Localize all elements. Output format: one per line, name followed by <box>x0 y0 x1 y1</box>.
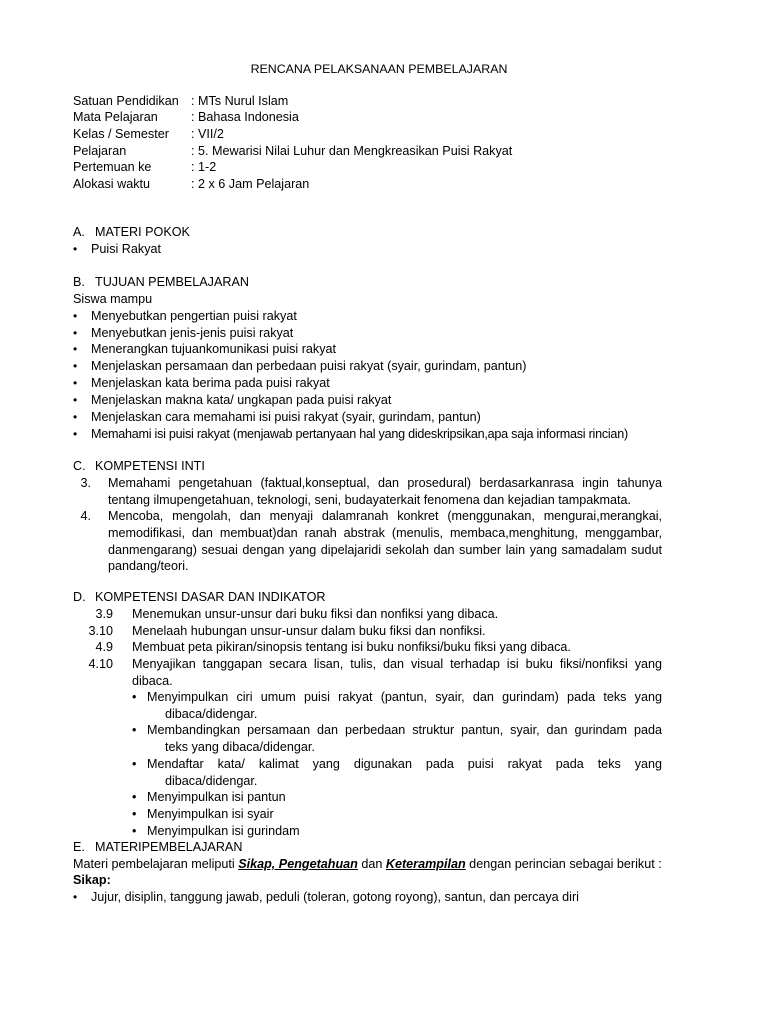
identity-value: : 1-2 <box>191 160 217 174</box>
section-letter: B. <box>73 275 85 289</box>
section-b-heading <box>73 274 249 291</box>
indicator-text-cont: teks yang dibaca/didengar. <box>165 739 315 754</box>
section-intro: Siswa mampu <box>73 292 153 306</box>
item-number: 4.10 <box>88 657 113 671</box>
page-title: RENCANA PELAKSANAAN PEMBELAJARAN <box>250 62 508 76</box>
item-number: 3. <box>80 476 91 490</box>
identity-label: Pertemuan ke <box>73 160 152 174</box>
identity-label: Mata Pelajaran <box>73 110 158 124</box>
bullet-icon: • <box>132 824 137 838</box>
subheading: Sikap: <box>73 873 111 887</box>
bullet-icon: • <box>73 309 78 323</box>
bullet-icon: • <box>73 376 78 390</box>
list-item-text: Jujur, disiplin, tanggung jawab, peduli (toleran, gotong royong), santun, dan percaya diri <box>91 890 579 904</box>
identity-label: Pelajaran <box>73 144 127 158</box>
item-text: Menelaah hubungan unsur-unsur dalam buku fiksi dan nonfiksi. <box>132 624 486 638</box>
section-d-heading <box>73 589 325 606</box>
section-letter: D. <box>73 590 86 604</box>
section-a-heading <box>73 224 190 241</box>
bullet-icon: • <box>132 723 137 737</box>
intro-emphasis: Sikap, Pengetahuan <box>238 857 358 871</box>
item-number: 3.10 <box>88 624 113 638</box>
intro-text: dan <box>357 857 386 871</box>
bullet-icon: • <box>132 790 137 804</box>
section-heading: KOMPETENSI INTI <box>95 459 205 473</box>
indicator-text-cont: dibaca/didengar. <box>165 706 258 721</box>
indicator-text: Membandingkan persamaan dan perbedaan struktur pantun, syair, dan gurindam pada <box>147 723 662 737</box>
item-text: Menyajikan tanggapan secara lisan, tulis, dan visual terhadap isi buku fiksi/nonfiksi yang dibaca. <box>132 657 662 688</box>
bullet-icon: • <box>132 807 137 821</box>
identity-value: : Bahasa Indonesia <box>191 110 299 124</box>
item-text: Memahami pengetahuan (faktual,konseptual, dan prosedural) berdasarkanrasa ingin tahunya tentang ilmupengetahuan, teknologi, seni, budayaterkait fenomena dan kejadian tampakmata. <box>108 476 662 507</box>
item-number: 4.9 <box>95 640 113 654</box>
identity-value: : 5. Mewarisi Nilai Luhur dan Mengkreasikan Puisi Rakyat <box>191 144 513 158</box>
bullet-icon: • <box>132 757 137 771</box>
list-item-text: Menjelaskan cara memahami isi puisi rakyat (syair, gurindam, pantun) <box>91 410 481 424</box>
item-number: 4. <box>80 509 91 523</box>
intro-text: dengan perincian sebagai berikut : <box>465 857 662 871</box>
item-number: 3.9 <box>95 607 113 621</box>
list-item-text: Menjelaskan makna kata/ ungkapan pada puisi rakyat <box>91 393 392 407</box>
section-letter: A. <box>73 225 85 239</box>
bullet-icon: • <box>73 890 78 904</box>
bullet-icon: • <box>73 326 78 340</box>
list-item-text: Puisi Rakyat <box>91 242 161 256</box>
section-e-heading <box>73 839 242 856</box>
section-heading: MATERI POKOK <box>95 225 190 239</box>
section-c-heading <box>73 458 205 475</box>
indicator-text: Menyimpulkan isi syair <box>147 807 274 821</box>
indicator-text: Menyimpulkan isi gurindam <box>147 824 300 838</box>
bullet-icon: • <box>73 242 78 256</box>
section-heading: KOMPETENSI DASAR DAN INDIKATOR <box>95 590 326 604</box>
intro-text: Materi pembelajaran meliputi <box>73 857 239 871</box>
identity-label: Kelas / Semester <box>73 127 169 141</box>
section-letter: C. <box>73 459 86 473</box>
section-letter: E. <box>73 840 85 854</box>
indicator-text: Menyimpulkan ciri umum puisi rakyat (pantun, syair, dan gurindam) pada teks yang <box>147 690 662 704</box>
identity-value: : 2 x 6 Jam Pelajaran <box>191 177 310 191</box>
identity-label: Alokasi waktu <box>73 177 150 191</box>
identity-label: Satuan Pendidikan <box>73 94 179 108</box>
item-text: Mencoba, mengolah, dan menyaji dalamranah konkret (menggunakan, mengurai,merangkai, memodifikasi, dan membuat)dan ranah abstrak (menulis, membaca,menghitung, menggambar, danmengarang) sesuai dengan yang dipelajaridi sekolah dan sumber lain yang samadalam sudut pandang/teori. <box>108 509 662 574</box>
bullet-icon: • <box>73 342 78 356</box>
section-heading: TUJUAN PEMBELAJARAN <box>95 275 249 289</box>
section-intro <box>73 856 662 873</box>
identity-value: : MTs Nurul Islam <box>191 94 289 108</box>
list-item-text: Menjelaskan kata berima pada puisi rakyat <box>91 376 330 390</box>
bullet-icon: • <box>73 410 78 424</box>
list-item-text: Memahami isi puisi rakyat (menjawab pertanyaan hal yang dideskripsikan,apa saja informasi rincian) <box>91 427 628 441</box>
indicator-text: Mendaftar kata/ kalimat yang digunakan pada puisi rakyat pada teks yang <box>147 757 662 771</box>
list-item-text: Menyebutkan jenis-jenis puisi rakyat <box>91 326 294 340</box>
identity-value: : VII/2 <box>191 127 224 141</box>
list-item-text: Menjelaskan persamaan dan perbedaan puisi rakyat (syair, gurindam, pantun) <box>91 359 527 373</box>
bullet-icon: • <box>132 690 137 704</box>
item-text: Membuat peta pikiran/sinopsis tentang isi buku nonfiksi/buku fiksi yang dibaca. <box>132 640 571 654</box>
bullet-icon: • <box>73 359 78 373</box>
list-item-text: Menerangkan tujuankomunikasi puisi rakyat <box>91 342 337 356</box>
indicator-text: Menyimpulkan isi pantun <box>147 790 286 804</box>
item-text: Menemukan unsur-unsur dari buku fiksi dan nonfiksi yang dibaca. <box>132 607 499 621</box>
bullet-icon: • <box>73 427 78 441</box>
intro-emphasis: Keterampilan <box>385 857 466 871</box>
indicator-text-cont: dibaca/didengar. <box>165 773 258 788</box>
section-heading: MATERIPEMBELAJARAN <box>95 840 243 854</box>
bullet-icon: • <box>73 393 78 407</box>
list-item-text: Menyebutkan pengertian puisi rakyat <box>91 309 297 323</box>
